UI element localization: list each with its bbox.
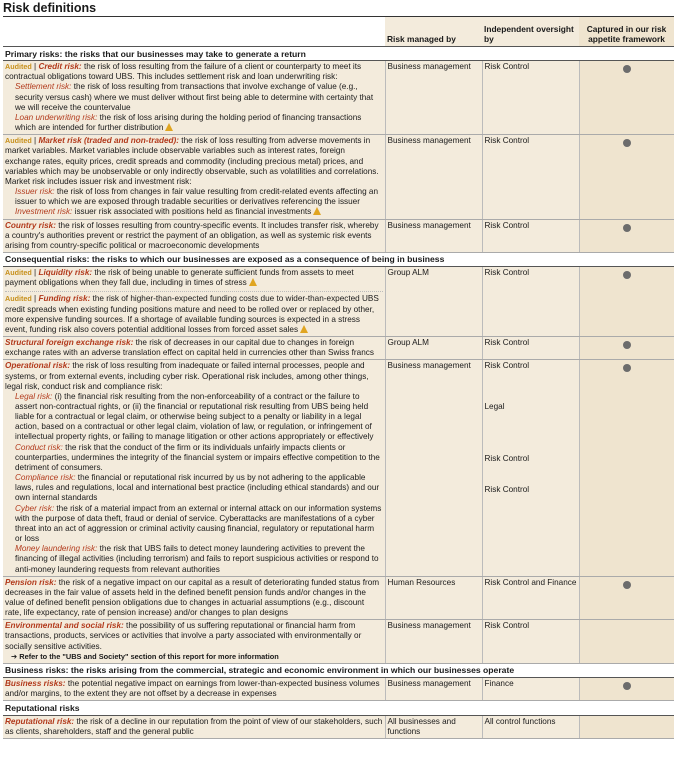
risk-desc: the risk of higher-than-expected funding costs due to wider-than-expected UBS credit spreads when existing funding positions mature and need to be rolled over or replaced by other, more expensive funding sources. If a shortage of available funding sources is expected in a stress event, funding risk also covers potential additional losses from forced asset sales <box>5 294 379 334</box>
table-row-liquidity: Audited | Liquidity risk: the risk of being unable to generate sufficient funds from assets to meet payment obligations when they fall due, including in times of stress Audited | Funding risk: the risk of higher-than-expected funding costs due to wider-than-expected UBS credit spreads when existing funding positions mature and need to be rolled over or replaced by other, more expensive funding sources. If a shortage of available funding sources is expected in a stress event, funding risk also covers potential additional losses from forced asset sales Group ALM Risk Control <box>3 267 674 337</box>
risk-name: Environmental and social risk: <box>5 621 124 631</box>
subrisk-desc: (i) the financial risk resulting from the non-enforceability of a contract or the failure to assert non-contractual rights, or (ii) the financial or reputational risk resulting from UBS being held liable for a contractual or legal claim, or otherwise being subject to a penalty or liability in a legal action, based on a contractual or other legal claim, violation of law, or regulation, or infringement of intellectual property rights, or failing to manage litigation or other actions appropriately or effectively <box>15 391 374 442</box>
risk-desc: the risk of decreases in our capital due to changes in foreign exchange rates with an adverse translation effect on capital held in currencies other than Swiss francs <box>5 338 374 358</box>
audited-tag: Audited <box>5 268 32 278</box>
subrisk-name: Settlement risk: <box>15 82 72 92</box>
risk-name: Market risk (traded and non-traded): <box>38 136 180 146</box>
risk-desc: the risk of loss resulting from adverse movements in market variables. Market variables include observable variables such as interest rates, foreign exchange rates, equity prices, credit spreads and commodity (including precious metal) prices, and variables which may be unobservable or only indirectly observable, such as volatilities and correlations. Market risk includes issuer risk and investment risk: <box>5 136 379 186</box>
managed-by: Business management <box>385 61 482 135</box>
category-label: Business risks: the risks arising from the commercial, strategic and economic environment in which our businesses operate <box>3 663 674 677</box>
subrisk-desc: issuer risk associated with positions held as financial investments <box>74 207 312 217</box>
subrisk-desc: the risk of loss arising during the holding period of financing transactions which are intended for further distribution <box>15 112 362 133</box>
subrisk-desc: the risk that the conduct of the firm or its individuals unfairly impacts clients or counterparties, undermines the integrity of the financial system or impairs effective competition to the detriment of consumers. <box>15 442 380 472</box>
category-label: Primary risks: the risks that our businesses may take to generate a return <box>3 47 674 61</box>
risk-desc: the risk of being unable to generate sufficient funds from assets to meet payment obligations when they fall due, including in times of stress <box>5 268 354 288</box>
appetite-dot-icon <box>623 224 631 232</box>
risk-name: Credit risk: <box>38 62 82 72</box>
risk-name: Liquidity risk: <box>38 268 93 278</box>
header-blank <box>3 17 385 47</box>
appetite-dot-icon <box>623 139 631 147</box>
subrisk-desc: the financial or reputational risk incurred by us by not adhering to the applicable laws, rules and regulations, local and international best practice (including ethical standards) and our own internal standards <box>15 473 380 503</box>
warning-triangle-icon <box>165 123 173 131</box>
managed-by: Group ALM <box>385 337 482 360</box>
risk-desc: the risk of loss resulting from inadequate or failed internal processes, people and systems, or from external events, including cyber risk. Operational risk includes, among other things, legal risk, conduct risk and compliance risk: <box>5 361 369 391</box>
oversight-compliance: Risk Control <box>484 484 530 494</box>
risk-name: Operational risk: <box>5 361 71 371</box>
risk-name: Structural foreign exchange risk: <box>5 338 134 348</box>
cross-reference-note: ➔ Refer to the "UBS and Society" section of this report for more information <box>11 651 279 661</box>
header-oversight: Independent oversight by <box>482 17 579 47</box>
category-business <box>3 663 674 677</box>
risk-name: Pension risk: <box>5 577 57 587</box>
page-title: Risk definitions <box>3 1 97 15</box>
managed-by: Business management <box>385 678 482 701</box>
category-label: Reputational risks <box>3 701 674 715</box>
oversight-by: Risk Control <box>482 219 579 252</box>
category-primary <box>3 47 674 61</box>
subrisk-name: Issuer risk: <box>15 187 55 197</box>
subrisk-desc: the risk of loss resulting from transactions that involve exchange of value (e.g., security versus cash) where we must deliver without first being able to determine with certainty that we will receive the countervalue <box>15 82 374 112</box>
table-row-business <box>3 678 674 701</box>
subrisk-name: Cyber risk: <box>15 503 55 513</box>
managed-by: Business management <box>385 360 482 576</box>
risk-name: Reputational risk: <box>5 716 75 726</box>
oversight-conduct: Risk Control <box>484 453 530 463</box>
subrisk-desc: the risk of a material impact from an external or internal attack on our information systems with the purpose of data theft, fraud or denial of service. Cyberattacks are manifestations of a cyber threat into an act of aggression or criminal activity causing financial, regulatory or reputational harm or loss <box>15 503 382 544</box>
table-row-fx <box>3 337 674 360</box>
audited-tag: Audited <box>5 62 32 72</box>
audited-tag: Audited <box>5 136 32 146</box>
table-row-operational <box>3 360 674 576</box>
table-row-credit: Audited | Credit risk: the risk of loss resulting from the failure of a client or counterparty to meet its contractual obligations toward UBS. This includes settlement risk and loan underwriting risk: Settlement risk: the risk of loss resulting from transactions that involve exchange of value (e.g., security versus cash) where we must deliver without first being able to determine with certainty that we will receive the countervalue Loan underwriting risk: the risk of loss arising during the holding period of financing transactions which are intended for further distribution Business management Risk Control <box>3 61 674 135</box>
subrisk-name: Loan underwriting risk: <box>15 112 98 122</box>
managed-by: Business management <box>385 620 482 664</box>
managed-by: Business management <box>385 219 482 252</box>
table-row-environmental <box>3 620 674 664</box>
risk-desc: the potential negative impact on earnings from lower-than-expected business volumes and/or margins, to the extent they are not offset by a decrease in expenses <box>5 679 380 699</box>
risk-name: Business risks: <box>5 679 66 689</box>
subrisk-name: Investment risk: <box>15 207 73 217</box>
risk-desc: the risk of loss resulting from the failure of a client or counterparty to meet its contractual obligations toward UBS. This includes settlement risk and loan underwriting risk: <box>5 62 362 82</box>
warning-triangle-icon <box>249 278 257 286</box>
risk-name: Country risk: <box>5 220 56 230</box>
category-label: Consequential risks: the risks to which our businesses are exposed as a consequence of being in business <box>3 252 674 266</box>
warning-triangle-icon <box>313 207 321 215</box>
header-appetite: Captured in our risk appetite framework <box>579 17 674 47</box>
risk-desc: the possibility of us suffering reputational or financial harm from transactions, products, services or activities that involve a party associated with environmentally or socially sensitive activities. <box>5 621 362 651</box>
subrisk-name: Conduct risk: <box>15 442 63 452</box>
subrisk-desc: the risk that UBS fails to detect money laundering activities to prevent the financing of illegal activities (including terrorism) and fails to report suspicious activities or respond to anti-money laundering requests from relevant authorities <box>15 544 379 574</box>
managed-by: Group ALM <box>385 267 482 337</box>
oversight-by: Risk Control <box>482 337 579 360</box>
risk-desc: the risk of a decline in our reputation from the point of view of our stakeholders, such as clients, shareholders, staff and the general public <box>5 716 383 736</box>
header-managed: Risk managed by <box>385 17 482 47</box>
category-reputational <box>3 701 674 715</box>
appetite-dot-icon <box>623 682 631 690</box>
subrisk-name: Money laundering risk: <box>15 544 98 554</box>
appetite-dot-icon <box>623 341 631 349</box>
managed-by: Human Resources <box>385 576 482 620</box>
table-row-market: Audited | Market risk (traded and non-traded): the risk of loss resulting from adverse movements in market variables. Market variables include observable variables such as interest rates, foreign exchange rates, equity prices, credit spreads and commodity (including precious metal) prices, and variables which may be unobservable or only indirectly observable, such as volatilities and correlations. Market risk includes issuer risk and investment risk: Issuer risk: the risk of loss from changes in fair value resulting from credit-related events affecting an issuer to which we are exposed through tradable securities or derivatives referencing the issuer Investment risk: issuer risk associated with positions held as financial investments Business management Risk Control <box>3 135 674 219</box>
subrisk-name: Legal risk: <box>15 391 53 401</box>
appetite-dot-icon <box>623 271 631 279</box>
appetite-dot-icon <box>623 364 631 372</box>
oversight-by: All control functions <box>482 715 579 738</box>
oversight-by: Risk Control <box>482 135 579 219</box>
risk-desc: the risk of losses resulting from country-specific events. It includes transfer risk, whereby a country's authorities prevent or restrict the payment of an obligation, as well as systemic risk events arising from country-specific political or macroeconomic developments <box>5 220 379 250</box>
appetite-dot-icon <box>623 65 631 73</box>
managed-by: All businesses and functions <box>385 715 482 738</box>
oversight-by: Finance <box>482 678 579 701</box>
appetite-dot-icon <box>623 581 631 589</box>
subrisk-desc: the risk of loss from changes in fair value resulting from credit-related events affecting an issuer to which we are exposed through tradable securities or derivatives referencing the issuer <box>15 187 379 207</box>
oversight-by: Risk Control <box>484 361 530 371</box>
risk-definitions-table <box>3 17 674 739</box>
warning-triangle-icon <box>300 325 308 333</box>
oversight-by: Risk Control <box>482 61 579 135</box>
risk-name: Funding risk: <box>38 294 91 304</box>
managed-by: Business management <box>385 135 482 219</box>
oversight-by: Risk Control <box>482 620 579 664</box>
oversight-by: Risk Control <box>482 267 579 337</box>
table-header <box>3 17 674 47</box>
audited-tag: Audited <box>5 294 32 304</box>
subrisk-name: Compliance risk: <box>15 473 76 483</box>
category-consequential <box>3 252 674 266</box>
risk-desc: the risk of a negative impact on our capital as a result of deteriorating funded status from decreases in the fair value of assets held in the defined benefit pension funds and/or changes in the value of defined benefit pension obligations due to changes in actuarial assumptions (e.g., discount rate, life expectancy, rate of pension increase) and/or changes to plan designs <box>5 577 380 618</box>
table-row-reputational <box>3 715 674 738</box>
table-row-pension <box>3 576 674 620</box>
table-row-country <box>3 219 674 252</box>
oversight-legal: Legal <box>484 401 505 411</box>
oversight-by: Risk Control and Finance <box>482 576 579 620</box>
